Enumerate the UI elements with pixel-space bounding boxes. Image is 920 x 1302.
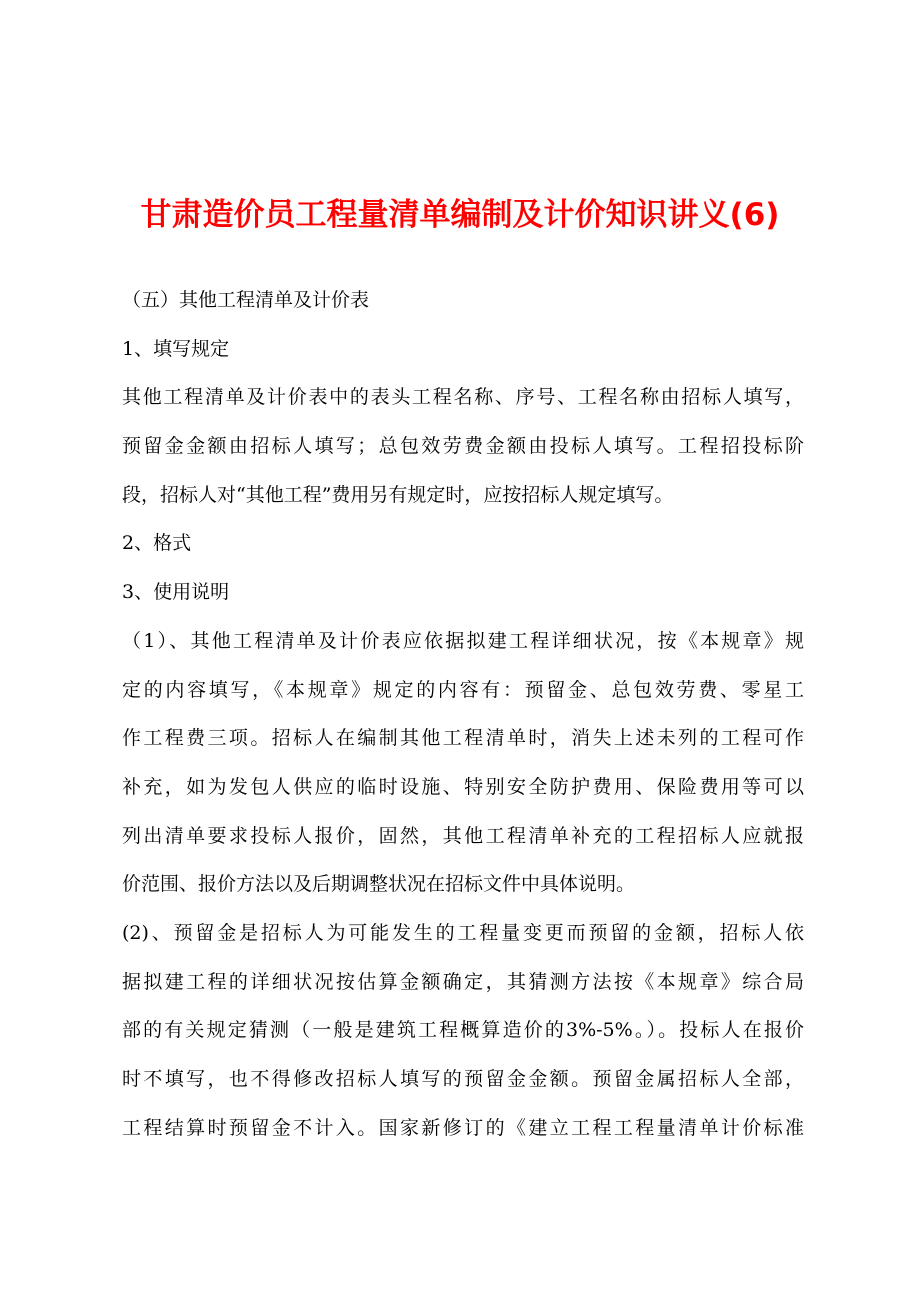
section-heading: （五）其他工程清单及计价表 [122, 289, 370, 311]
paragraph-line: 列出清单要求投标人报价，固然，其他工程清单补充的工程招标人应就报 [122, 824, 804, 847]
paragraph-line: (2)、预留金是招标人为可能发生的工程量变更而预留的金额，招标人依 [122, 921, 804, 944]
paragraph-line: 段，招标人对“其他工程”费用另有规定时，应按招标人规定填写。 [122, 483, 674, 506]
paragraph-line: 预留金金额由招标人填写；总包效劳费金额由投标人填写。工程招投标阶 [122, 435, 804, 458]
subheading-format: 2、格式 [122, 532, 192, 555]
paragraph-line: 工程结算时预留金不计入。国家新修订的《建立工程工程量清单计价标准 [122, 1116, 804, 1139]
paragraph-line: 其他工程清单及计价表中的表头工程名称、序号、工程名称由招标人填写， [122, 386, 804, 409]
paragraph-line: 据拟建工程的详细状况按估算金额确定，其猜测方法按《本规章》综合局 [122, 970, 804, 993]
paragraph-line: 作工程费三项。招标人在编制其他工程清单时，消失上述未列的工程可作 [122, 727, 804, 750]
paragraph-line: 部的有关规定猜测（一般是建筑工程概算造价的3%-5%。）。投标人在报价 [122, 1019, 804, 1042]
paragraph-line: 时不填写，也不得修改招标人填写的预留金金额。预留金属招标人全部， [122, 1068, 804, 1090]
document-body [122, 276, 804, 1152]
paragraph-line: 补充，如为发包人供应的临时设施、特别安全防护费用、保险费用等可以 [122, 775, 804, 798]
subheading-fill-rules: 1、填写规定 [122, 337, 230, 360]
paragraph-line: 定的内容填写，《本规章》规定的内容有：预留金、总包效劳费、零星工 [122, 678, 804, 701]
subheading-usage: 3、使用说明 [122, 581, 230, 604]
paragraph-line: （1）、其他工程清单及计价表应依据拟建工程详细状况，按《本规章》规 [122, 629, 804, 652]
paragraph-line: 价范围、报价方法以及后期调整状况在招标文件中具体说明。 [122, 873, 636, 896]
document-title: 甘肃造价员工程量清单编制及计价知识讲义(6) [140, 197, 780, 233]
